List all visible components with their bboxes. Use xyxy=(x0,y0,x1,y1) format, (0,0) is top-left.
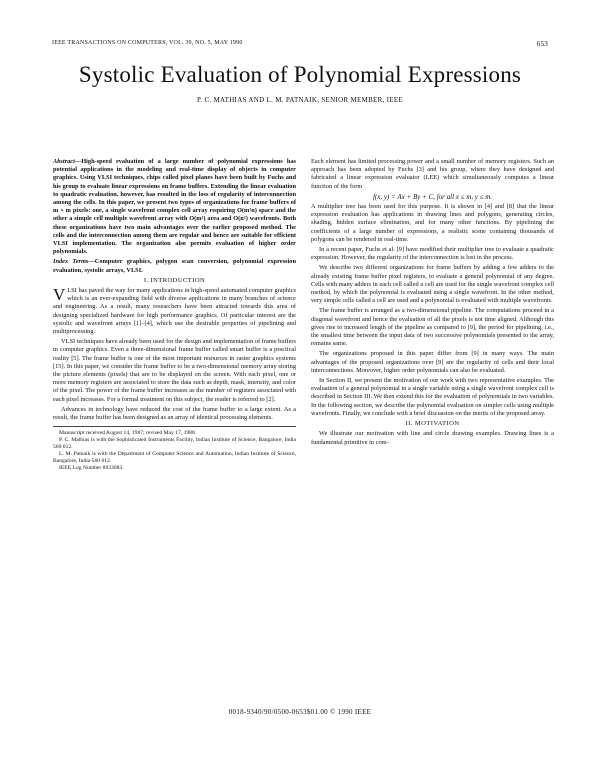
abstract xyxy=(53,158,296,256)
footnote-ieee-log: IEEE Log Number 8933683. xyxy=(59,465,124,472)
index-terms-lead: Index Terms— xyxy=(53,258,95,266)
copyright-footer: 0018-9340/90/0500-0653$01.00 © 1990 IEEE xyxy=(228,708,372,716)
intro-paragraph-2: VLSI techniques have already been used for the design and implementation of frame buffers in computer graphics. Even a three-dimensional frame buffer called smart buffer is a practical reality [5]. The frame buffer is one of the most important resources in raster graphics systems [15]. In this paper, we consider the frame buffer to be a two-dimensional memory array storing the picture elements (pixels) that are to be displayed on the screen. With each pixel, one or more memory registers are associated to store the data such as depth, mask, intensity, and color of the pixel. The power of the frame buffer increases as the number of registers associated with each pixel increases. For a formal treatment on this subject, the reader is referred to [2]. xyxy=(53,338,296,403)
footnote-received: Manuscript received August 14, 1987; revised May 17, 1988. xyxy=(59,430,197,437)
linear-equation: f(x, y) = Ax + By + C, for all x ≤ m, y ≤ m. xyxy=(372,192,493,201)
footnote-mathias: P. C. Mathias is with the Sophisticated Instruments Facility, Indian Institute of Science, Bangalore, India 560 012. xyxy=(53,437,296,451)
index-terms-text: Computer graphics, polygon scan conversion, polynomial expression evaluation, systolic arrays, VLSI. xyxy=(53,258,296,274)
abstract-text: High-speed evaluation of a large number of polynomial expressions has potential applications in the modeling and real-time display of objects in computer graphics. Using VLSI techniques, chips called pixel planes have been built by Fuchs and his group to evaluate linear expressions on frame buffers. Extending the linear evaluation to quadratic evaluation, however, has resulted in the loss of regularity of interconnection among the cells. In this paper, we present two types of organizations for frame buffers of m × m pixels: one, a single wavefront complex cell array requiring O(m²n) space and the other a simple cell multiple wavefront array with O(m²) area and O(n²) wavefronts. Both these organizations have two main advantages over the earlier proposed method. The cells and the interconnection among them are regular and hence are suitable for efficient VLSI implementation. The organization also permits evaluation of higher order polynomials. xyxy=(53,158,296,256)
drop-cap: V xyxy=(53,285,66,305)
right-paragraph-6: The organizations proposed in this paper differ from [9] in many ways. The main advantages of the proposed organizations over [9] are the regularity of cells and their local interconnections. Moreover, higher order polynomials can also be evaluated. xyxy=(311,350,554,374)
section-heading-motivation: II. MOTIVATION xyxy=(405,420,460,428)
abstract-lead: Abstract— xyxy=(53,158,82,165)
right-paragraph-8: We illustrate our motivation with line and circle drawing examples. Drawing lines is a fundamental primitive in com- xyxy=(311,430,554,446)
left-column xyxy=(53,158,296,472)
paper-authors: P. C. MATHIAS AND L. M. PATNAIK, SENIOR MEMBER, IEEE xyxy=(196,96,404,104)
intro-paragraph-3: Advances in technology have reduced the cost of the frame buffer to a large extent. As a result, the frame buffer has been designed as an array of identical processing elements. xyxy=(53,405,296,422)
index-terms xyxy=(53,258,296,274)
intro-paragraph-1 xyxy=(53,287,296,336)
intro-paragraph-1-text: LSI has paved the way for many applications in high-speed automated computer graphics which is an ever-expanding field with diverse applications in many branches of science and engineering. As a result, many researchers have been attracted towards this area of designing specialized hardware for high performance graphics. Of particular interest are the systolic and wavefront arrays [1]–[4], which use the desirable properties of pipelining and multiprocessing. xyxy=(53,287,296,336)
right-paragraph-5: The frame buffer is arranged as a two-dimensional pipeline. The computations proceed in a diagonal wavefront and hence the evaluation of all the pixels is not time aligned. Although this gives rise to increased length of the pipeline as compared to [9], the period for pipelining, i.e., the smallest time between the input data of two successive polynomials presented to the array, remains same. xyxy=(311,307,554,348)
paper-title: Systolic Evaluation of Polynomial Expressions xyxy=(78,62,522,87)
right-paragraph-4: We describe two different organizations for frame buffers by adding a few adders to the already existing frame buffer pixel registers, to evaluate a general polynomial of any degree. Cells with many adders in each cell called a cell are used for the single wavefront complex cell method, by which the polynomial is evaluated using a single wavefront. In the other method, very simple cells called a cell are used and a polynomial is evaluated with multiple wavefronts. xyxy=(311,264,554,305)
right-column xyxy=(311,158,554,449)
footnote-patnaik: L. M. Patnaik is with the Department of Computer Science and Automation, Indian Institute of Science, Bangalore, India 560 012. xyxy=(53,451,296,465)
right-paragraph-2: A multiplier tree has been used for this purpose. It is shown in [4] and [8] that the linear expression evaluation has applications in drawing lines and polygons, generating circles, shading, hidden surface elimination, and for many other functions. By pipelining the coefficients of a large number of expressions, a realistic scene containing thousands of polygons can be rendered in real-time. xyxy=(311,203,554,243)
right-paragraph-1: Each element has limited processing power and a small number of memory registers. Such an approach has been adopted by Fuchs [3] and his group, where they have designed and fabricated a linear expression evaluator (LEE) which simultaneously computes a linear function of the form xyxy=(311,158,554,190)
page-number: 653 xyxy=(536,40,548,48)
section-heading-introduction: I. INTRODUCTION xyxy=(143,276,206,284)
right-paragraph-3: In a recent paper, Fuchs et al. [9] have modified their multiplier tree to evaluate a quadratic expression. However, the regularity of the interconnection is lost in the process. xyxy=(311,246,554,262)
footnotes xyxy=(53,426,296,472)
right-paragraph-7: In Section II, we present the motivation of our work with two representative examples. The evaluation of a general polynomial in a single variable using a single wavefront complex cell is described in Section III. We then extend this for the evaluation of polynomials in two variables. In the following section, we describe the polynomial evaluation on simpler cells using multiple wavefronts. Finally, we conclude with a brief discussion on the merits of the proposed array. xyxy=(311,377,554,417)
running-head xyxy=(52,40,548,50)
journal-name: IEEE TRANSACTIONS ON COMPUTERS, VOL. 39, NO. 5, MAY 1990 xyxy=(52,40,243,46)
